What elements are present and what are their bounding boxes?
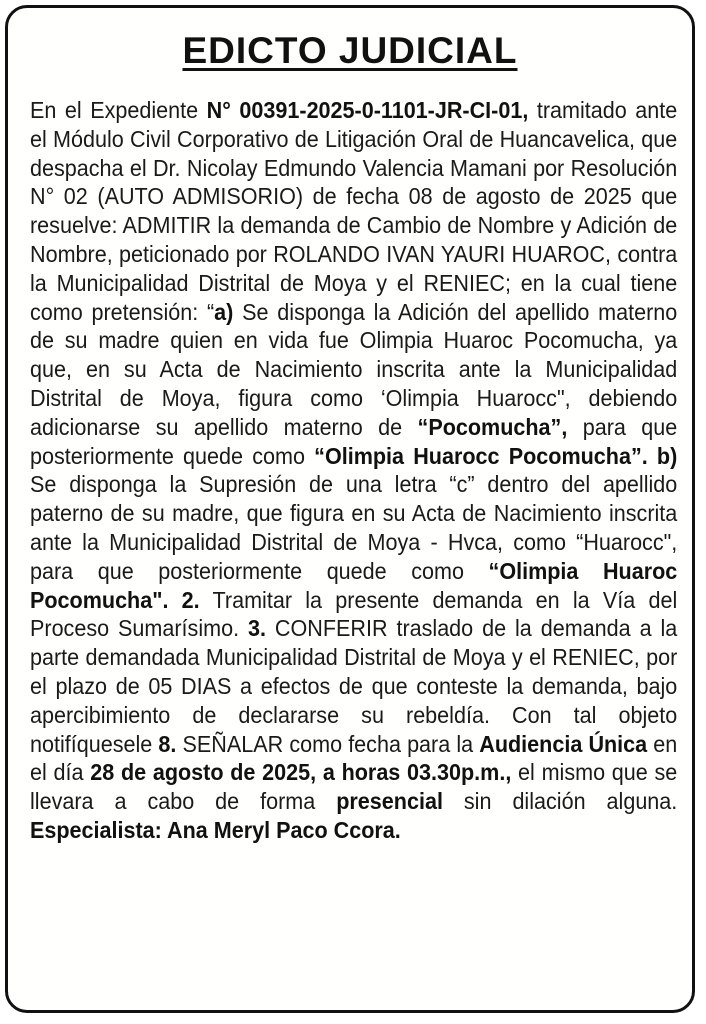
- body-segment: en el día: [30, 730, 678, 786]
- body-segment: tramitado ante el Módulo Civil Corporativo de Litigación Oral de Huancavelica, que despacha el Dr. Nicolay Edmundo Valencia Mamani por Resolución N° 02 (AUTO ADMISORIO) de fecha 08 de agosto de 2025 que resuelve: ADMITIR la demanda de Cambio de Nombre y Adición de Nombre, peticionado por ROLANDO IVAN YAURI HUAROC, contra la Municipalidad Distrital de Moya y el RENIEC; en la cual tiene como pretensión: “: [30, 97, 678, 325]
- hearing-label: Audiencia Única: [479, 730, 648, 757]
- hearing-mode: presencial: [336, 788, 443, 815]
- hearing-date: 28 de agosto de 2025, a horas 03.30p.m.,: [90, 759, 512, 786]
- body-segment: Se disponga la Supresión de una letra “c” dentro del apellido paterno de su madre, que figura en su Acta de Nacimiento inscrita ante la Municipalidad Distrital de Moya - Hvca, como “Huarocc", para que posteriormente quede como: [30, 471, 678, 584]
- claim-a-marker: a): [214, 298, 234, 325]
- body-segment: para que posteriormente quede como: [30, 413, 678, 469]
- body-segment: sin dilación alguna.: [442, 788, 678, 815]
- edict-title-text: EDICTO JUDICIAL: [182, 30, 518, 71]
- surname-added: “Pocomucha”,: [417, 413, 568, 440]
- body-segment: Se disponga la Adición del apellido materno de su madre quien en vida fue Olimpia Huaroc Pocomucha, ya que, en su Acta de Nacimiento inscrita ante la Municipalidad Distrital de Moya, figura como ‘Olimpia Huarocc", debiendo adicionarse su apellido materno de: [30, 298, 678, 440]
- body-segment: En el Expediente: [30, 97, 207, 123]
- edict-body: [30, 96, 677, 845]
- body-segment: Tramitar la presente demanda en la Vía del Proceso Sumarísimo.: [30, 586, 678, 642]
- body-segment: el mismo que se llevara a cabo de forma: [30, 759, 678, 815]
- body-segment: CONFERIR traslado de la demanda a la parte demandada Municipalidad Distrital de Moya y el RENIEC, por el plazo de 05 DIAS a efectos de que conteste la demanda, bajo apercibimiento de declararse su rebeldía. Con tal objeto notifíquesele: [30, 615, 678, 757]
- body-segment: SEÑALAR como fecha para la: [176, 730, 480, 757]
- specialist-signature: Especialista: Ana Meryl Paco Ccora.: [30, 816, 401, 843]
- item-3-marker: 3.: [247, 615, 266, 642]
- resulting-name-b: “Olimpia Huaroc Pocomucha". 2.: [30, 557, 678, 613]
- item-8-marker: 8.: [158, 730, 177, 757]
- edict-frame: [5, 5, 695, 1013]
- expediente-number: N° 00391-2025-0-1101-JR-CI-01,: [206, 97, 529, 123]
- resulting-name-a: “Olimpia Huarocc Pocomucha”. b): [314, 442, 678, 469]
- edict-title: [8, 30, 692, 72]
